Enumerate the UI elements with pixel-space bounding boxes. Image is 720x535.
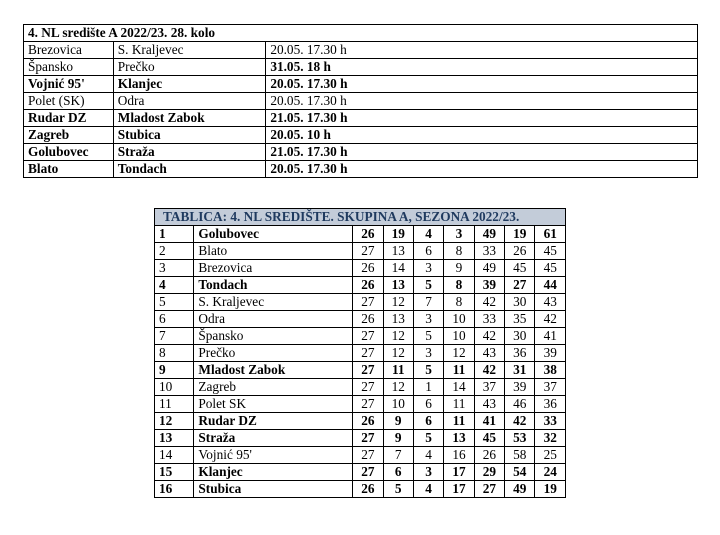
standings-stat: 3 xyxy=(413,345,443,362)
standings-stat: 41 xyxy=(535,328,566,345)
standings-stat: 12 xyxy=(383,379,413,396)
standings-title-row xyxy=(155,209,566,226)
standings-stat: 9 xyxy=(383,413,413,430)
standings-stat: 54 xyxy=(505,464,535,481)
fixtures-title: 4. NL središte A 2022/23. 28. kolo xyxy=(24,25,698,42)
standings-team: Polet SK xyxy=(194,396,353,413)
standings-position: 11 xyxy=(155,396,194,413)
standings-stat: 17 xyxy=(444,464,474,481)
standings-position: 9 xyxy=(155,362,194,379)
standings-position: 16 xyxy=(155,481,194,498)
standings-stat: 5 xyxy=(383,481,413,498)
standings-stat: 10 xyxy=(383,396,413,413)
fixture-row xyxy=(24,76,698,93)
standings-stat: 19 xyxy=(383,226,413,243)
standings-stat: 27 xyxy=(474,481,504,498)
standings-stat: 4 xyxy=(413,481,443,498)
fixture-home-team: Špansko xyxy=(24,59,114,76)
standings-position: 13 xyxy=(155,430,194,447)
standings-team: Rudar DZ xyxy=(194,413,353,430)
fixture-away-team: S. Kraljevec xyxy=(113,42,266,59)
fixtures-table xyxy=(23,24,698,178)
standings-stat: 5 xyxy=(413,328,443,345)
standings-stat: 11 xyxy=(444,413,474,430)
standings-stat: 19 xyxy=(505,226,535,243)
standings-stat: 42 xyxy=(505,413,535,430)
standings-position: 8 xyxy=(155,345,194,362)
fixtures-title-row xyxy=(24,25,698,42)
standings-row xyxy=(155,481,566,498)
standings-row xyxy=(155,396,566,413)
standings-stat: 42 xyxy=(474,294,504,311)
standings-stat: 44 xyxy=(535,277,566,294)
standings-stat: 27 xyxy=(353,294,383,311)
standings-stat: 13 xyxy=(383,311,413,328)
standings-stat: 12 xyxy=(383,294,413,311)
standings-stat: 33 xyxy=(474,243,504,260)
standings-team: Tondach xyxy=(194,277,353,294)
standings-stat: 27 xyxy=(353,379,383,396)
fixture-time: 31.05. 18 h xyxy=(266,59,698,76)
fixture-row xyxy=(24,144,698,161)
standings-stat: 7 xyxy=(383,447,413,464)
fixture-away-team: Straža xyxy=(113,144,266,161)
standings-stat: 26 xyxy=(353,413,383,430)
fixture-time: 20.05. 17.30 h xyxy=(266,76,698,93)
fixture-home-team: Brezovica xyxy=(24,42,114,59)
standings-stat: 26 xyxy=(474,447,504,464)
standings-stat: 61 xyxy=(535,226,566,243)
standings-stat: 24 xyxy=(535,464,566,481)
fixture-away-team: Prečko xyxy=(113,59,266,76)
standings-stat: 10 xyxy=(444,311,474,328)
standings-stat: 43 xyxy=(535,294,566,311)
standings-stat: 26 xyxy=(353,481,383,498)
standings-stat: 27 xyxy=(353,430,383,447)
standings-stat: 16 xyxy=(444,447,474,464)
standings-table xyxy=(154,208,566,498)
standings-stat: 5 xyxy=(413,430,443,447)
standings-team: S. Kraljevec xyxy=(194,294,353,311)
standings-stat: 13 xyxy=(444,430,474,447)
fixture-time: 20.05. 17.30 h xyxy=(266,93,698,110)
standings-stat: 37 xyxy=(535,379,566,396)
standings-stat: 58 xyxy=(505,447,535,464)
standings-team: Špansko xyxy=(194,328,353,345)
standings-stat: 12 xyxy=(383,328,413,345)
standings-team: Vojnić 95' xyxy=(194,447,353,464)
standings-stat: 6 xyxy=(413,396,443,413)
standings-stat: 41 xyxy=(474,413,504,430)
fixture-row xyxy=(24,127,698,144)
standings-stat: 25 xyxy=(535,447,566,464)
standings-stat: 8 xyxy=(444,243,474,260)
fixture-away-team: Odra xyxy=(113,93,266,110)
standings-team: Straža xyxy=(194,430,353,447)
standings-position: 10 xyxy=(155,379,194,396)
standings-stat: 39 xyxy=(474,277,504,294)
fixture-away-team: Klanjec xyxy=(113,76,266,93)
standings-stat: 3 xyxy=(413,260,443,277)
standings-stat: 6 xyxy=(413,413,443,430)
standings-stat: 37 xyxy=(474,379,504,396)
standings-team: Mladost Zabok xyxy=(194,362,353,379)
standings-position: 2 xyxy=(155,243,194,260)
standings-position: 14 xyxy=(155,447,194,464)
standings-stat: 43 xyxy=(474,345,504,362)
standings-stat: 27 xyxy=(353,447,383,464)
standings-stat: 36 xyxy=(535,396,566,413)
standings-stat: 14 xyxy=(444,379,474,396)
standings-team: Golubovec xyxy=(194,226,353,243)
fixture-row xyxy=(24,42,698,59)
standings-stat: 45 xyxy=(535,243,566,260)
standings-row xyxy=(155,464,566,481)
standings-stat: 30 xyxy=(505,328,535,345)
standings-stat: 7 xyxy=(413,294,443,311)
standings-stat: 11 xyxy=(383,362,413,379)
standings-stat: 42 xyxy=(474,328,504,345)
standings-team: Blato xyxy=(194,243,353,260)
standings-position: 7 xyxy=(155,328,194,345)
standings-stat: 27 xyxy=(353,396,383,413)
standings-stat: 3 xyxy=(444,226,474,243)
fixture-home-team: Golubovec xyxy=(24,144,114,161)
standings-row xyxy=(155,277,566,294)
standings-stat: 42 xyxy=(474,362,504,379)
standings-stat: 29 xyxy=(474,464,504,481)
standings-row xyxy=(155,430,566,447)
standings-stat: 33 xyxy=(535,413,566,430)
standings-stat: 49 xyxy=(474,260,504,277)
standings-row xyxy=(155,226,566,243)
standings-stat: 36 xyxy=(505,345,535,362)
standings-title: TABLICA: 4. NL SREDIŠTE. SKUPINA A, SEZONA 2022/23. xyxy=(155,209,566,226)
standings-stat: 26 xyxy=(353,260,383,277)
standings-stat: 1 xyxy=(413,379,443,396)
standings-row xyxy=(155,294,566,311)
standings-team: Brezovica xyxy=(194,260,353,277)
standings-stat: 4 xyxy=(413,447,443,464)
fixture-time: 21.05. 17.30 h xyxy=(266,110,698,127)
fixture-time: 20.05. 17.30 h xyxy=(266,42,698,59)
standings-stat: 27 xyxy=(353,328,383,345)
fixture-row xyxy=(24,161,698,178)
standings-stat: 45 xyxy=(505,260,535,277)
standings-stat: 33 xyxy=(474,311,504,328)
standings-stat: 13 xyxy=(383,277,413,294)
standings-position: 3 xyxy=(155,260,194,277)
standings-stat: 43 xyxy=(474,396,504,413)
standings-stat: 5 xyxy=(413,277,443,294)
standings-stat: 27 xyxy=(353,345,383,362)
standings-stat: 12 xyxy=(444,345,474,362)
standings-stat: 26 xyxy=(353,226,383,243)
standings-stat: 26 xyxy=(353,311,383,328)
standings-row xyxy=(155,447,566,464)
standings-row xyxy=(155,243,566,260)
standings-stat: 19 xyxy=(535,481,566,498)
standings-stat: 6 xyxy=(413,243,443,260)
standings-position: 6 xyxy=(155,311,194,328)
standings-stat: 26 xyxy=(353,277,383,294)
standings-stat: 49 xyxy=(505,481,535,498)
standings-stat: 42 xyxy=(535,311,566,328)
standings-stat: 39 xyxy=(535,345,566,362)
standings-stat: 9 xyxy=(444,260,474,277)
standings-stat: 3 xyxy=(413,311,443,328)
standings-row xyxy=(155,413,566,430)
standings-position: 12 xyxy=(155,413,194,430)
standings-stat: 39 xyxy=(505,379,535,396)
standings-team: Prečko xyxy=(194,345,353,362)
standings-row xyxy=(155,311,566,328)
fixture-time: 20.05. 10 h xyxy=(266,127,698,144)
standings-stat: 31 xyxy=(505,362,535,379)
standings-stat: 27 xyxy=(353,362,383,379)
standings-row xyxy=(155,362,566,379)
standings-stat: 13 xyxy=(383,243,413,260)
standings-stat: 11 xyxy=(444,396,474,413)
standings-stat: 46 xyxy=(505,396,535,413)
standings-stat: 17 xyxy=(444,481,474,498)
standings-stat: 12 xyxy=(383,345,413,362)
fixture-home-team: Vojnić 95' xyxy=(24,76,114,93)
standings-stat: 5 xyxy=(413,362,443,379)
standings-row xyxy=(155,379,566,396)
standings-stat: 27 xyxy=(505,277,535,294)
fixture-home-team: Zagreb xyxy=(24,127,114,144)
fixture-row xyxy=(24,93,698,110)
standings-stat: 30 xyxy=(505,294,535,311)
standings-row xyxy=(155,345,566,362)
standings-row xyxy=(155,260,566,277)
standings-stat: 35 xyxy=(505,311,535,328)
standings-stat: 53 xyxy=(505,430,535,447)
standings-team: Zagreb xyxy=(194,379,353,396)
standings-stat: 49 xyxy=(474,226,504,243)
standings-row xyxy=(155,328,566,345)
standings-position: 5 xyxy=(155,294,194,311)
standings-team: Stubica xyxy=(194,481,353,498)
standings-position: 4 xyxy=(155,277,194,294)
standings-position: 1 xyxy=(155,226,194,243)
standings-team: Klanjec xyxy=(194,464,353,481)
standings-position: 15 xyxy=(155,464,194,481)
standings-stat: 8 xyxy=(444,277,474,294)
standings-stat: 45 xyxy=(474,430,504,447)
standings-stat: 27 xyxy=(353,243,383,260)
standings-stat: 27 xyxy=(353,464,383,481)
fixture-away-team: Stubica xyxy=(113,127,266,144)
standings-stat: 9 xyxy=(383,430,413,447)
standings-stat: 45 xyxy=(535,260,566,277)
standings-stat: 3 xyxy=(413,464,443,481)
fixture-home-team: Rudar DZ xyxy=(24,110,114,127)
fixture-away-team: Mladost Zabok xyxy=(113,110,266,127)
standings-stat: 11 xyxy=(444,362,474,379)
standings-stat: 10 xyxy=(444,328,474,345)
standings-stat: 26 xyxy=(505,243,535,260)
fixture-away-team: Tondach xyxy=(113,161,266,178)
standings-stat: 14 xyxy=(383,260,413,277)
standings-stat: 6 xyxy=(383,464,413,481)
standings-stat: 8 xyxy=(444,294,474,311)
standings-stat: 4 xyxy=(413,226,443,243)
standings-stat: 32 xyxy=(535,430,566,447)
fixture-row xyxy=(24,59,698,76)
fixture-time: 21.05. 17.30 h xyxy=(266,144,698,161)
fixture-time: 20.05. 17.30 h xyxy=(266,161,698,178)
fixture-home-team: Polet (SK) xyxy=(24,93,114,110)
fixture-row xyxy=(24,110,698,127)
standings-team: Odra xyxy=(194,311,353,328)
standings-stat: 38 xyxy=(535,362,566,379)
fixture-home-team: Blato xyxy=(24,161,114,178)
